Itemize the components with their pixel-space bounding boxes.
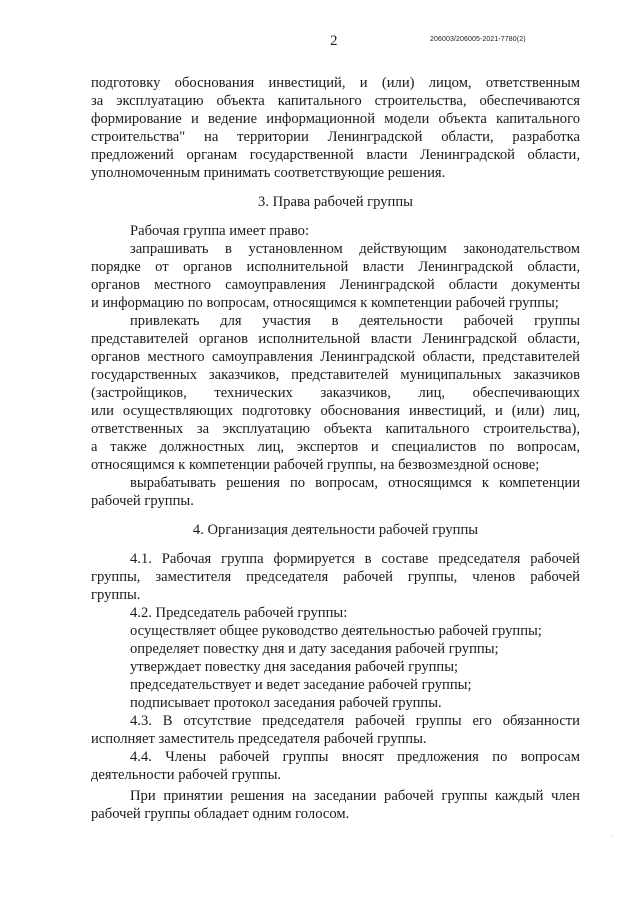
text-line: 4.2. Председатель рабочей группы: — [130, 605, 348, 621]
text-line: вырабатывать решения по вопросам, относящимся к компетенции — [130, 475, 580, 491]
text-line: государственных заказчиков, представителей муниципальных заказчиков — [91, 367, 580, 383]
text-line: осуществляет общее руководство деятельностью рабочей группы; — [130, 623, 542, 639]
text-line: Рабочая группа имеет право: — [130, 223, 310, 239]
section-heading-4: 4. Организация деятельности рабочей группы — [192, 522, 479, 538]
page-number: 2 — [330, 33, 338, 49]
scan-speck — [612, 836, 613, 837]
text-line: подписывает протокол заседания рабочей группы. — [130, 695, 442, 711]
text-line: рабочей группы. — [91, 493, 194, 509]
text-line: за эксплуатацию объекта капитального строительства, обеспечиваются — [91, 93, 580, 109]
text-line: 4.1. Рабочая группа формируется в составе председателя рабочей — [130, 551, 580, 567]
text-line: рабочей группы обладает одним голосом. — [91, 806, 350, 822]
text-line: уполномоченным принимать соответствующие решения. — [91, 165, 446, 181]
text-line: запрашивать в установленном действующим законодательством — [130, 241, 580, 257]
text-line: предложений органам государственной власти Ленинградской области, — [91, 147, 580, 163]
text-line: и информацию по вопросам, относящимся к компетенции рабочей группы; — [91, 295, 559, 311]
text-line: привлекать для участия в деятельности рабочей группы — [130, 313, 580, 329]
text-line: группы, заместителя председателя рабочей группы, членов рабочей — [91, 569, 580, 585]
text-line: подготовку обоснования инвестиций, и (или) лицом, ответственным — [91, 75, 580, 91]
text-line: 4.3. В отсутствие председателя рабочей группы его обязанности — [130, 713, 580, 729]
text-line: или осуществляющих подготовку обоснования инвестиций, и (или) лиц, — [91, 403, 580, 419]
text-line: группы. — [91, 587, 141, 603]
text-line: строительства" на территории Ленинградской области, разработка — [91, 129, 580, 145]
text-line: председательствует и ведет заседание рабочей группы; — [130, 677, 472, 693]
text-line: определяет повестку дня и дату заседания рабочей группы; — [130, 641, 499, 657]
text-line: органов местного самоуправления Ленинградской области, представителей — [91, 349, 580, 365]
text-line: органов местного самоуправления Ленинградской области документы — [91, 277, 580, 293]
section-heading-3: 3. Права рабочей группы — [258, 194, 413, 210]
text-line: относящимся к компетенции рабочей группы, на безвозмездной основе; — [91, 457, 540, 473]
scan-speck — [157, 822, 158, 823]
text-line: представителей органов исполнительной власти Ленинградской области, — [91, 331, 580, 347]
text-line: деятельности рабочей группы. — [91, 767, 282, 783]
text-line: исполняет заместитель председателя рабочей группы. — [91, 731, 427, 747]
text-line: При принятии решения на заседании рабочей группы каждый член — [130, 788, 580, 804]
text-line: 4.4. Члены рабочей группы вносят предложения по вопросам — [130, 749, 580, 765]
text-line: формирование и ведение информационной модели объекта капитального — [91, 111, 580, 127]
text-line: ответственных за эксплуатацию объекта капитального строительства), — [91, 421, 580, 437]
text-line: а также должностных лиц, экспертов и специалистов по вопросам, — [91, 439, 580, 455]
text-line: порядке от органов исполнительной власти Ленинградской области, — [91, 259, 580, 275]
text-line: (застройщиков, технических заказчиков, лиц, обеспечивающих — [91, 385, 580, 401]
text-line: утверждает повестку дня заседания рабочей группы; — [130, 659, 459, 675]
document-code: 206003/206005-2021-7780(2) — [430, 36, 526, 43]
